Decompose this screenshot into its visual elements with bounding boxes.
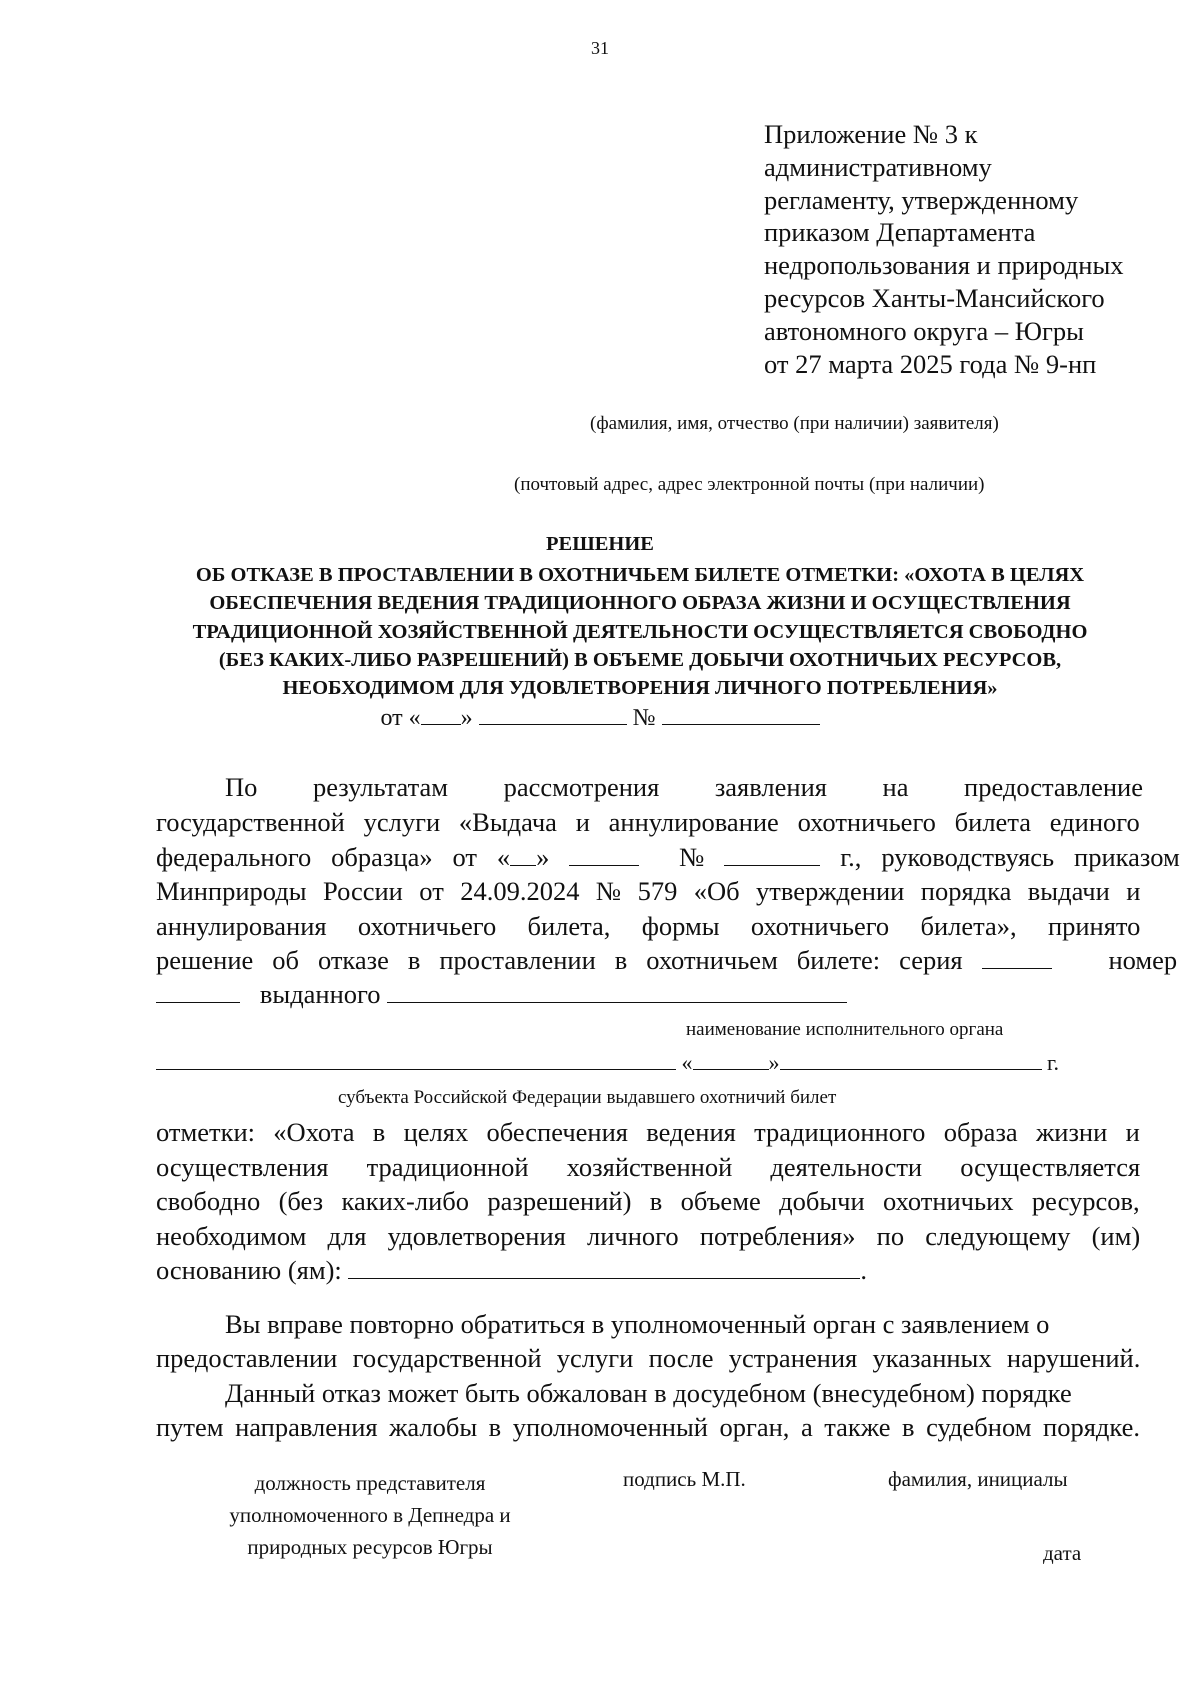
word: результатам [312,772,449,802]
paragraph-2-line [156,1255,867,1286]
word: По [225,772,258,802]
decision-subtitle-line: (БЕЗ КАКИХ-ЛИБО РАЗРЕШЕНИЙ) В ОБЪЕМЕ ДОБЫЧИ ОХОТНИЧЬИХ РЕСУРСОВ, [218,648,1062,671]
paragraph-1-line: государственной услуги «Выдача и аннулирование охотничьего билета единого [156,807,1140,837]
application-number-blank[interactable] [724,865,820,866]
text: « [681,1050,693,1075]
appendix-line: регламенту, утвержденному [764,184,1079,215]
text: основанию (ям): [156,1255,342,1285]
decision-date-line [0,705,1200,732]
day-blank[interactable] [421,724,461,725]
org-line [156,1050,1059,1076]
paragraph-2-line: отметки: «Охота в целях обеспечения ведения традиционного образа жизни и [156,1117,1140,1147]
number-sign: № [679,842,705,872]
paragraph-4-line: Данный отказ может быть обжалован в досудебном (внесудебном) порядке [225,1378,1072,1408]
decision-title: РЕШЕНИЕ [546,533,654,555]
month-year-blank[interactable] [479,724,627,725]
paragraph-1-line: Минприроды России от 24.09.2024 № 579 «Об утверждении порядка выдачи и [156,876,1141,906]
appendix-block [764,118,1194,380]
text: г. [1047,1050,1060,1075]
grounds-blank[interactable] [348,1278,860,1279]
applicant-name-caption: (фамилия, имя, отчество (при наличии) заявителя) [590,413,999,434]
issuer-blank[interactable] [387,1002,847,1003]
date-prefix: от « [380,705,421,731]
appendix-line: административному [764,151,992,182]
paragraph-2-line: осуществления традиционной хозяйственной деятельности осуществляется [156,1152,1141,1182]
appendix-line: приказом Департамента [764,217,1036,248]
number-sign: № [632,705,656,731]
series-blank[interactable] [982,968,1052,969]
text: федерального образца» от « [156,842,511,872]
name-label: фамилия, инициалы [888,1467,1068,1491]
decision-subtitle-line: ОБ ОТКАЗЕ В ПРОСТАВЛЕНИИ В ОХОТНИЧЬЕМ БИЛЕТЕ ОТМЕТКИ: «ОХОТА В ЦЕЛЯХ [195,564,1085,586]
org-day-blank[interactable] [693,1069,769,1070]
position-line: уполномоченного в Депнедра и [229,1503,511,1527]
text: . [860,1255,868,1285]
decision-number-blank[interactable] [662,724,820,725]
org-caption: наименование исполнительного органа [686,1019,1004,1040]
text: номер [1108,945,1178,975]
org-name-blank[interactable] [156,1069,676,1070]
paragraph-1-line [225,772,1143,803]
paragraph-3-line: предоставлении государственной услуги после устранения указанных нарушений. [156,1343,1141,1373]
text: решение об отказе в проставлении в охотничьем билете: серия [156,945,963,975]
paragraph-3-line: Вы вправе повторно обратиться в уполномоченный орган с заявлением о [225,1309,1050,1339]
decision-subtitle [120,561,1160,702]
word: заявления [714,772,827,802]
signature-label: подпись М.П. [623,1467,746,1491]
date-mid: » [460,705,473,731]
paragraph-2-line: свободно (без каких-либо разрешений) в объеме добычи охотничьих ресурсов, [156,1186,1140,1216]
applicant-address-caption: (почтовый адрес, адрес электронной почты (при наличии) [514,474,985,495]
org-date-blank[interactable] [780,1069,1042,1070]
application-day-blank[interactable] [510,865,536,866]
text: г., руководствуясь приказом [840,842,1180,872]
ticket-number-blank[interactable] [156,1002,240,1003]
decision-subtitle-line: НЕОБХОДИМОМ ДЛЯ УДОВЛЕТВОРЕНИЯ ЛИЧНОГО ПОТРЕБЛЕНИЯ» [282,677,998,700]
position-line: природных ресурсов Югры [247,1535,493,1559]
decision-subtitle-line: ОБЕСПЕЧЕНИЯ ВЕДЕНИЯ ТРАДИЦИОННОГО ОБРАЗА ЖИЗНИ И ОСУЩЕСТВЛЕНИЯ [209,592,1071,615]
appendix-line: Приложение № 3 к [764,119,978,149]
word: рассмотрения [503,772,660,802]
text: выданного [259,979,381,1009]
date-label: дата [1043,1541,1082,1565]
paragraph-2-line: необходимом для удовлетворения личного потребления» по следующему (им) [156,1221,1141,1251]
decision-subtitle-line: ТРАДИЦИОННОЙ ХОЗЯЙСТВЕННОЙ ДЕЯТЕЛЬНОСТИ ОСУЩЕСТВЛЯЕТСЯ СВОБОДНО [192,620,1088,643]
paragraph-1-line: аннулирования охотничьего билета, формы охотничьего билета», принято [156,911,1141,941]
page-number: 31 [591,38,609,58]
word: предоставление [964,772,1143,802]
text: » [768,1050,780,1075]
word: на [882,772,909,802]
paragraph-1-line [156,842,1180,873]
text: » [536,842,550,872]
position-line: должность представителя [254,1471,486,1495]
paragraph-1-line [156,979,847,1010]
appendix-line: недропользования и природных [764,250,1124,281]
paragraph-1-line [156,945,1177,976]
appendix-line: от 27 марта 2025 года № 9-нп [764,348,1097,379]
application-month-blank[interactable] [569,865,639,866]
paragraph-4-line: путем направления жалобы в уполномоченный орган, а также в судебном порядке. [156,1412,1140,1442]
appendix-line: автономного округа – Югры [764,315,1084,346]
org-caption: субъекта Российской Федерации выдавшего охотничий билет [338,1087,837,1108]
signature-position [190,1467,550,1563]
appendix-line: ресурсов Ханты-Мансийского [764,282,1105,313]
